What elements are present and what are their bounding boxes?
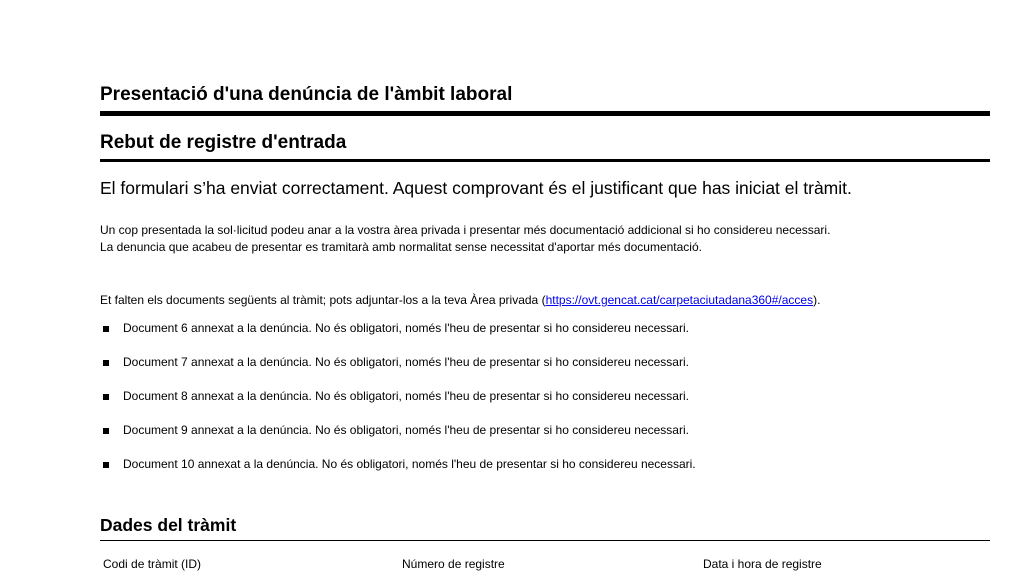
page-subtitle: Rebut de registre d'entrada (100, 130, 990, 162)
missing-docs-intro-end: ). (813, 293, 821, 307)
list-item (100, 422, 990, 456)
info-note (100, 222, 990, 256)
info-note-line-1: Un cop presentada la sol·licitud podeu anar a la vostra àrea privada i presentar més documentació addicional si ho considereu necessari. (100, 223, 831, 237)
square-bullet-icon (103, 360, 109, 366)
list-item (100, 354, 990, 388)
list-item (100, 456, 990, 490)
private-area-link[interactable]: https://ovt.gencat.cat/carpetaciutadana360#/acces (545, 293, 814, 307)
square-bullet-icon (103, 428, 109, 434)
missing-docs-intro (100, 292, 990, 309)
list-item (100, 388, 990, 422)
square-bullet-icon (103, 462, 109, 468)
missing-docs-intro-text: Et falten els documents següents al tràmit; pots adjuntar-los a la teva Àrea privada ( (100, 293, 546, 307)
details-section-title: Dades del tràmit (100, 514, 990, 541)
details-column-registry-number: Número de registre (402, 557, 505, 571)
list-item-text: Document 8 annexat a la denúncia. No és obligatori, només l'heu de presentar si ho considereu necessari. (123, 389, 689, 403)
page-title: Presentació d'una denúncia de l'àmbit laboral (100, 82, 990, 116)
info-note-line-2: La denuncia que acabeu de presentar es tramitarà amb normalitat sense necessitat d'aportar més documentació. (100, 240, 702, 254)
list-item (100, 320, 990, 354)
details-column-id: Codi de tràmit (ID) (103, 557, 202, 571)
list-item-text: Document 7 annexat a la denúncia. No és obligatori, només l'heu de presentar si ho considereu necessari. (123, 355, 689, 369)
list-item-text: Document 6 annexat a la denúncia. No és obligatori, només l'heu de presentar si ho considereu necessari. (123, 321, 689, 335)
missing-docs-list (100, 320, 990, 490)
square-bullet-icon (103, 326, 109, 332)
list-item-text: Document 9 annexat a la denúncia. No és obligatori, només l'heu de presentar si ho considereu necessari. (123, 423, 689, 437)
square-bullet-icon (103, 394, 109, 400)
confirmation-message: El formulari s’ha enviat correctament. Aquest comprovant és el justificant que has iniciat el tràmit. (100, 178, 852, 198)
details-column-datetime: Data i hora de registre (703, 557, 822, 571)
list-item-text: Document 10 annexat a la denúncia. No és obligatori, només l'heu de presentar si ho considereu necessari. (123, 457, 696, 471)
